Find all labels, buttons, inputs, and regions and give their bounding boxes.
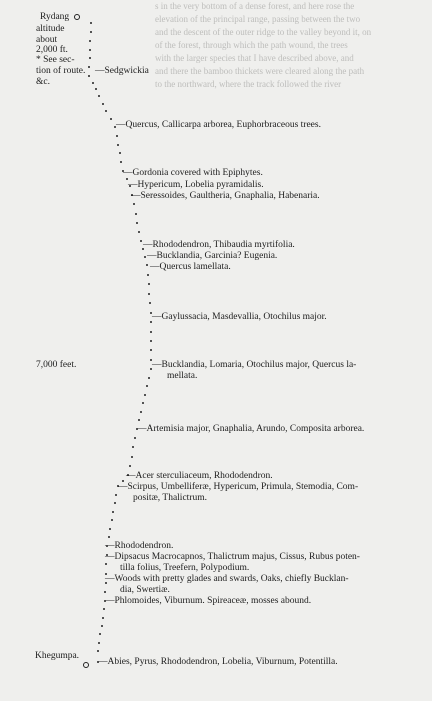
- vegetation-entry: [95, 66, 149, 77]
- entry-line: —Phlomoides, Viburnum. Spireaceæ, mosses abound.: [105, 596, 312, 606]
- route-dot: [108, 536, 110, 538]
- vegetation-entry: [128, 180, 264, 191]
- route-dot: [102, 103, 104, 105]
- vegetation-entry: [131, 191, 320, 202]
- route-dot: [120, 161, 122, 163]
- route-dot: [146, 264, 148, 266]
- upper-station-note: about: [36, 35, 58, 45]
- route-dot: [90, 31, 92, 33]
- vegetation-entry: [116, 120, 321, 131]
- route-dot: [144, 256, 146, 258]
- upper-station-name: Rydang: [40, 12, 70, 22]
- route-dot: [89, 40, 91, 42]
- route-dot: [110, 118, 112, 120]
- entry-line-continued: tilla folius, Treefern, Polypodium.: [120, 563, 250, 573]
- route-dot: [149, 302, 151, 304]
- route-dot: [99, 633, 101, 635]
- entry-line: —Hypericum, Lobelia pyramidalis.: [128, 180, 264, 190]
- route-dot: [109, 528, 111, 530]
- entry-line: —Bucklandia, Lomaria, Otochilus major, Quercus la-: [152, 360, 357, 370]
- entry-line: —Woods with pretty glades and swards, Oaks, chiefly Bucklan-: [105, 574, 349, 584]
- route-dot: [119, 152, 121, 154]
- vegetation-entry: [147, 251, 277, 262]
- route-dot: [88, 75, 90, 77]
- route-dot: [89, 57, 91, 59]
- bleed-line: and there the bamboo thickets were cleared along the path: [155, 66, 365, 76]
- vegetation-entry: [123, 168, 263, 179]
- route-dot: [98, 95, 100, 97]
- vegetation-entry: [126, 471, 273, 482]
- route-dot: [89, 49, 91, 51]
- route-dot: [148, 293, 150, 295]
- vegetation-entry: [150, 262, 231, 273]
- route-dot: [146, 385, 148, 387]
- entry-line: —Quercus, Callicarpa arborea, Euphorbraceous trees.: [116, 120, 321, 130]
- vegetation-entry: [152, 312, 327, 323]
- entry-line: —Gaylussacia, Masdevallia, Otochilus major.: [152, 312, 327, 322]
- route-dot: [132, 446, 134, 448]
- route-dot: [142, 402, 144, 404]
- route-dot: [135, 213, 137, 215]
- altitude-marker: 7,000 feet.: [36, 360, 77, 370]
- route-dot: [144, 394, 146, 396]
- route-dot: [150, 340, 152, 342]
- route-dot: [116, 135, 118, 137]
- route-dot: [150, 331, 152, 333]
- route-dot: [95, 88, 97, 90]
- route-dot: [148, 283, 150, 285]
- bleed-line: with the larger species that I have described above, and: [155, 53, 354, 63]
- entry-line: —Acer sterculiaceum, Rhododendron.: [126, 471, 273, 481]
- route-dot: [147, 274, 149, 276]
- entry-line-continued: positæ, Thalictrum.: [133, 493, 207, 503]
- route-dot: [131, 456, 133, 458]
- vegetation-entry: [152, 360, 356, 382]
- entry-line: —Artemisia major, Gnaphalia, Arundo, Composita arborea.: [137, 424, 365, 434]
- upper-station-note: altitude: [36, 24, 65, 34]
- entry-line: —Gordonia covered with Epiphytes.: [123, 168, 263, 178]
- upper-station-note: tion of route.: [36, 66, 86, 76]
- route-dot: [134, 437, 136, 439]
- lower-station-label: [35, 651, 79, 662]
- route-dot: [97, 650, 99, 652]
- entry-line: —Rhododendron.: [105, 541, 174, 551]
- lower-station-name: Khegumpa.: [35, 651, 80, 661]
- route-dot: [138, 231, 140, 233]
- route-dot: [114, 502, 116, 504]
- route-dot: [133, 203, 135, 205]
- upper-station-note: 2,000 ft.: [36, 45, 68, 55]
- route-dot: [140, 411, 142, 413]
- entry-line: —Abies, Pyrus, Rhododendron, Lobelia, Viburnum, Potentilla.: [98, 657, 338, 667]
- route-dot: [112, 511, 114, 513]
- route-dot: [105, 110, 107, 112]
- vegetation-entry: [98, 657, 338, 668]
- route-dot: [150, 349, 152, 351]
- bleed-line: s in the very bottom of a dense forest, and here rose the: [155, 1, 355, 11]
- upper-station-note: &c.: [36, 77, 50, 87]
- route-dot: [148, 377, 150, 379]
- vegetation-entry: [137, 424, 364, 435]
- route-dot: [103, 608, 105, 610]
- route-dot: [102, 617, 104, 619]
- route-dot: [101, 625, 103, 627]
- route-dot: [98, 642, 100, 644]
- route-dot: [88, 66, 90, 68]
- route-dot: [140, 240, 142, 242]
- upper-station-note: * See sec-: [36, 55, 75, 65]
- vegetation-entry: [105, 541, 173, 552]
- station-circle-icon: [74, 14, 80, 20]
- upper-station-label: [40, 12, 78, 23]
- entry-line: —Rhododendron, Thibaudia myrtifolia.: [143, 240, 295, 250]
- bleed-line: of the forest, through which the path wound, the trees: [155, 40, 348, 50]
- route-dot: [117, 144, 119, 146]
- route-dot: [136, 222, 138, 224]
- vegetation-entry: [105, 596, 311, 607]
- station-circle-icon: [83, 662, 89, 668]
- bleed-line: and the descent of the outer ridge to the valley beyond it, on: [155, 27, 372, 37]
- entry-line: —Scirpus, Umbelliferæ, Hypericum, Primula, Stemodia, Com-: [118, 482, 359, 492]
- entry-line: —Quercus lamellata.: [150, 262, 231, 272]
- bleed-line: elevation of the principal range, passing between the two: [155, 14, 361, 24]
- vegetation-entry: [143, 240, 295, 251]
- route-dot: [129, 465, 131, 467]
- vegetation-entry: [105, 574, 349, 596]
- entry-line: —Dipsacus Macrocapnos, Thalictrum majus, Cissus, Rubus poten-: [105, 552, 360, 562]
- entry-line-continued: mellata.: [167, 371, 198, 381]
- vegetation-entry: [118, 482, 358, 504]
- vegetation-entry: [105, 552, 360, 574]
- route-dot: [90, 22, 92, 24]
- route-dot: [92, 82, 94, 84]
- entry-line: —Seressoides, Gaultheria, Gnaphalia, Habenaria.: [131, 191, 320, 201]
- bleed-line: to the northward, where the track followed the river: [155, 79, 342, 89]
- entry-line: —Sedgwickia: [95, 66, 149, 76]
- route-dot: [111, 519, 113, 521]
- route-dot: [138, 419, 140, 421]
- entry-line: —Bucklandia, Garcinia? Eugenia.: [147, 251, 278, 261]
- entry-line-continued: dia, Swertiæ.: [120, 585, 170, 595]
